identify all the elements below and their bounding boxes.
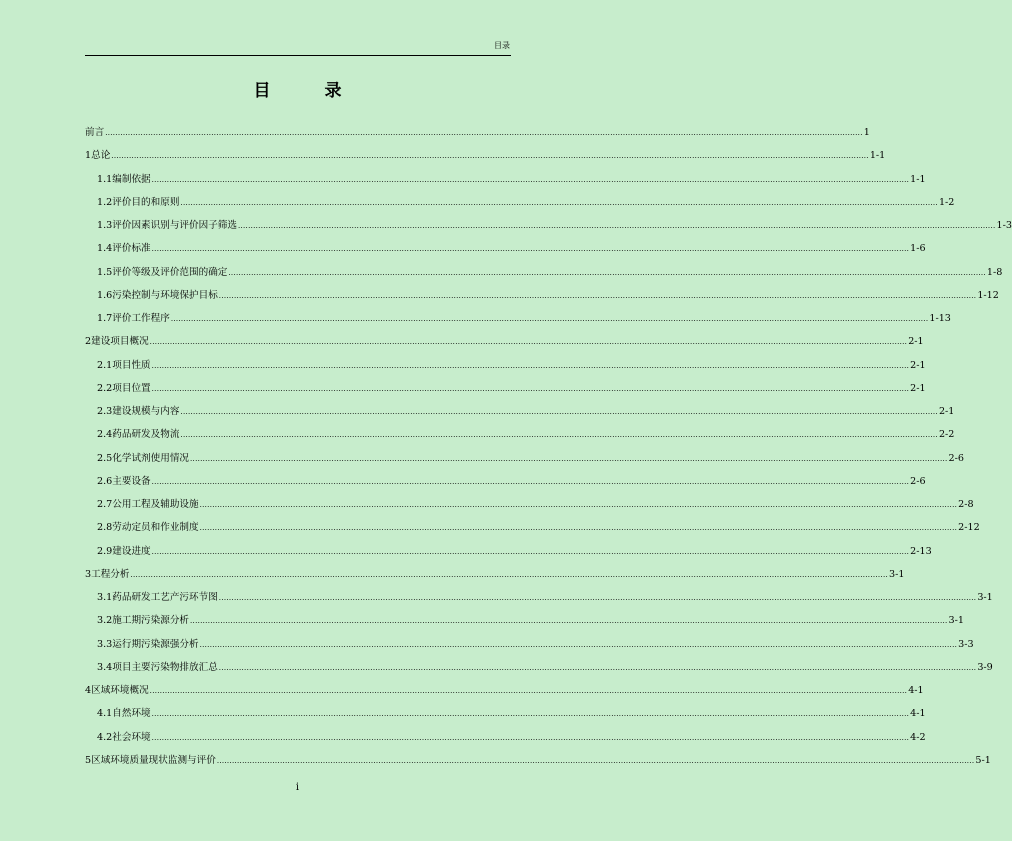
- toc-entry-number: 5: [85, 754, 92, 766]
- toc-entry[interactable]: [85, 121, 870, 144]
- toc-entry-label: 社会环境: [112, 731, 151, 743]
- toc-leader-dots: ............................................................................................................................................................................................................................................................................................................: [237, 222, 996, 230]
- toc-entry[interactable]: [85, 168, 926, 191]
- page-title: 目 录: [253, 81, 366, 101]
- running-header: 目录: [494, 41, 510, 50]
- toc-entry-number: 1.6: [97, 289, 113, 301]
- toc-entry-number: 2.6: [97, 475, 113, 487]
- toc-entry-label: 评价因素识别与评价因子筛选: [112, 220, 237, 231]
- toc-entry-number: 1.5: [97, 266, 113, 278]
- toc-entry-label: 污染控制与环境保护目标: [112, 289, 218, 301]
- toc-entry[interactable]: [85, 679, 924, 702]
- toc-entry-label: 项目性质: [112, 359, 151, 371]
- toc-leader-dots: ............................................................................................................................................................................................................................................................................................................: [228, 268, 986, 277]
- toc-entry-page: 3-3: [958, 638, 974, 650]
- toc-entry-page: 2-1: [908, 336, 924, 348]
- toc-leader-dots: ............................................................................................................................................................................................................................................................................................................: [199, 524, 958, 533]
- toc-entry[interactable]: [85, 563, 905, 586]
- toc-leader-dots: ............................................................................................................................................................................................................................................................................................................: [151, 547, 910, 556]
- toc-entry-number: 4.2: [97, 731, 113, 743]
- toc-entry-label: 评价等级及评价范围的确定: [112, 266, 228, 278]
- toc-entry-number: 4.1: [97, 708, 113, 720]
- toc-entry-page: 5-1: [975, 754, 991, 766]
- toc-entry-number: 1: [85, 150, 92, 162]
- toc-entry-number: 2.1: [97, 359, 113, 371]
- toc-entry[interactable]: [85, 144, 886, 167]
- toc-entry[interactable]: [85, 540, 932, 563]
- toc-entry-number: 2.9: [97, 545, 113, 557]
- table-of-contents: [85, 121, 1012, 772]
- toc-entry-number: 2.5: [97, 452, 113, 464]
- toc-entry[interactable]: [85, 586, 993, 609]
- toc-entry-number: 2.7: [97, 499, 113, 510]
- toc-entry[interactable]: [85, 702, 926, 725]
- toc-entry-label: 区域环境概况: [91, 685, 149, 696]
- toc-leader-dots: ............................................................................................................................................................................................................................................................................................................: [190, 454, 948, 463]
- toc-entry-page: 1-8: [986, 266, 1003, 278]
- toc-leader-dots: ............................................................................................................................................................................................................................................................................................................: [199, 640, 958, 649]
- toc-entry-page: 2-13: [910, 545, 932, 557]
- toc-entry-label: 编制依据: [112, 173, 151, 185]
- toc-leader-dots: ............................................................................................................................................................................................................................................................................................................: [151, 733, 910, 742]
- toc-entry-page: 1-2: [938, 196, 955, 208]
- toc-entry-number: 2.4: [97, 429, 113, 441]
- toc-entry-page: 1: [863, 127, 870, 138]
- toc-leader-dots: ............................................................................................................................................................................................................................................................................................................: [151, 361, 910, 370]
- toc-entry[interactable]: [85, 307, 951, 330]
- toc-leader-dots: ............................................................................................................................................................................................................................................................................................................: [216, 756, 975, 765]
- toc-entry-page: 2-1: [910, 382, 926, 394]
- toc-entry-label: 运行期污染源强分析: [112, 638, 199, 650]
- toc-entry-label: 评价工作程序: [112, 313, 170, 324]
- toc-entry-page: 2-1: [938, 406, 955, 417]
- toc-entry-label: 工程分析: [91, 568, 130, 580]
- toc-entry-number: 1.7: [97, 313, 113, 324]
- toc-entry[interactable]: [85, 516, 980, 539]
- toc-entry-page: 1-1: [910, 173, 926, 185]
- toc-entry-number: 1.3: [97, 220, 113, 231]
- toc-entry[interactable]: [85, 726, 926, 749]
- toc-entry[interactable]: [85, 423, 955, 446]
- toc-entry-page: 4-1: [908, 685, 924, 696]
- toc-entry-label: 评价标准: [112, 243, 151, 255]
- toc-entry-label: 化学试剂使用情况: [112, 452, 190, 464]
- toc-entry[interactable]: [85, 377, 926, 400]
- toc-leader-dots: ............................................................................................................................................................................................................................................................................................................: [218, 663, 977, 672]
- toc-entry-number: 3.2: [97, 615, 113, 627]
- toc-entry-number: 3: [85, 568, 92, 580]
- toc-entry-label: 药品研发工艺产污环节图: [112, 592, 218, 603]
- toc-entry-page: 1-13: [929, 313, 951, 324]
- toc-entry-label: 自然环境: [112, 708, 151, 720]
- toc-entry[interactable]: [85, 633, 974, 656]
- toc-entry-page: 3-9: [977, 661, 993, 673]
- toc-entry-page: 2-6: [948, 452, 964, 464]
- toc-entry-page: 4-2: [910, 731, 926, 743]
- toc-entry[interactable]: [85, 749, 991, 772]
- toc-entry-number: 2.3: [97, 406, 113, 417]
- toc-entry[interactable]: [85, 470, 926, 493]
- toc-entry-page: 2-8: [958, 499, 974, 510]
- toc-entry-number: 2: [85, 336, 92, 348]
- toc-entry-number: 4: [85, 685, 92, 696]
- toc-entry-label: 项目位置: [112, 382, 151, 394]
- toc-entry-label: 区域环境质量现状监测与评价: [91, 754, 216, 766]
- toc-entry-number: 1.1: [97, 173, 113, 185]
- toc-entry-label: 言: [94, 127, 105, 138]
- toc-entry-page: 1-12: [977, 289, 999, 301]
- header-rule: [85, 55, 511, 56]
- toc-entry[interactable]: [85, 493, 974, 516]
- toc-entry-number: 2.8: [97, 522, 113, 534]
- toc-entry[interactable]: [85, 656, 993, 679]
- toc-entry-page: 1-1: [869, 150, 886, 162]
- toc-leader-dots: ............................................................................................................................................................................................................................................................................................................: [149, 687, 908, 695]
- toc-entry[interactable]: [85, 609, 964, 632]
- toc-leader-dots: ............................................................................................................................................................................................................................................................................................................: [218, 594, 977, 602]
- toc-leader-dots: ............................................................................................................................................................................................................................................................................................................: [199, 501, 958, 509]
- toc-entry-page: 1-6: [910, 243, 926, 255]
- toc-entry-label: 施工期污染源分析: [112, 615, 190, 627]
- toc-entry-label: 建设规模与内容: [112, 406, 180, 417]
- toc-entry-page: 3-1: [948, 615, 964, 627]
- toc-entry-page: 3-1: [977, 592, 993, 603]
- toc-leader-dots: ............................................................................................................................................................................................................................................................................................................: [105, 129, 863, 137]
- toc-entry[interactable]: [85, 330, 924, 353]
- toc-entry-number: 3.4: [97, 661, 113, 673]
- toc-entry-number: 3.1: [97, 592, 113, 603]
- toc-entry-page: 1-3: [996, 220, 1012, 231]
- toc-leader-dots: ............................................................................................................................................................................................................................................................................................................: [151, 710, 910, 719]
- toc-entry-label: 公用工程及辅助设施: [112, 499, 199, 510]
- toc-leader-dots: ............................................................................................................................................................................................................................................................................................................: [151, 384, 910, 393]
- toc-entry[interactable]: [85, 261, 1003, 284]
- toc-entry-label: 建设进度: [112, 545, 151, 557]
- toc-entry-label: 药品研发及物流: [112, 429, 180, 441]
- toc-entry[interactable]: [85, 284, 999, 307]
- toc-leader-dots: ............................................................................................................................................................................................................................................................................................................: [151, 477, 910, 486]
- toc-leader-dots: ............................................................................................................................................................................................................................................................................................................: [180, 408, 938, 416]
- toc-entry-label: 评价目的和原则: [112, 196, 180, 208]
- toc-entry[interactable]: [85, 237, 926, 260]
- toc-leader-dots: ............................................................................................................................................................................................................................................................................................................: [170, 315, 929, 323]
- toc-leader-dots: ............................................................................................................................................................................................................................................................................................................: [151, 245, 910, 254]
- toc-leader-dots: ............................................................................................................................................................................................................................................................................................................: [190, 617, 948, 626]
- toc-entry-page: 2-12: [958, 522, 980, 534]
- toc-leader-dots: ............................................................................................................................................................................................................................................................................................................: [111, 152, 869, 161]
- toc-entry-page: 3-1: [889, 568, 905, 580]
- toc-entry-page: 2-2: [938, 429, 955, 441]
- toc-entry-label: 主要设备: [112, 475, 151, 487]
- toc-leader-dots: ............................................................................................................................................................................................................................................................................................................: [218, 291, 977, 300]
- toc-entry[interactable]: [85, 354, 926, 377]
- toc-entry-number: 1.4: [97, 243, 113, 255]
- toc-entry-page: 4-1: [910, 708, 926, 720]
- toc-entry-number: 前: [85, 127, 95, 138]
- toc-leader-dots: ............................................................................................................................................................................................................................................................................................................: [180, 431, 938, 440]
- toc-entry-label: 总论: [91, 150, 111, 162]
- toc-entry-number: 3.3: [97, 638, 113, 650]
- toc-entry-label: 建设项目概况: [91, 336, 149, 348]
- toc-entry-number: 1.2: [97, 196, 113, 208]
- toc-leader-dots: ............................................................................................................................................................................................................................................................................................................: [130, 570, 889, 579]
- toc-entry-number: 2.2: [97, 382, 113, 394]
- toc-entry-label: 项目主要污染物排放汇总: [112, 661, 218, 673]
- toc-entry[interactable]: [85, 191, 955, 214]
- toc-leader-dots: ............................................................................................................................................................................................................................................................................................................: [149, 338, 908, 347]
- toc-entry-page: 2-6: [910, 475, 926, 487]
- toc-entry-label: 劳动定员和作业制度: [112, 522, 199, 534]
- footer-page-number: i: [295, 782, 300, 793]
- toc-entry[interactable]: [85, 447, 964, 470]
- toc-leader-dots: ............................................................................................................................................................................................................................................................................................................: [180, 198, 938, 207]
- toc-entry-page: 2-1: [910, 359, 926, 371]
- toc-entry[interactable]: [85, 400, 955, 423]
- toc-entry[interactable]: [85, 214, 1012, 237]
- toc-leader-dots: ............................................................................................................................................................................................................................................................................................................: [151, 175, 910, 184]
